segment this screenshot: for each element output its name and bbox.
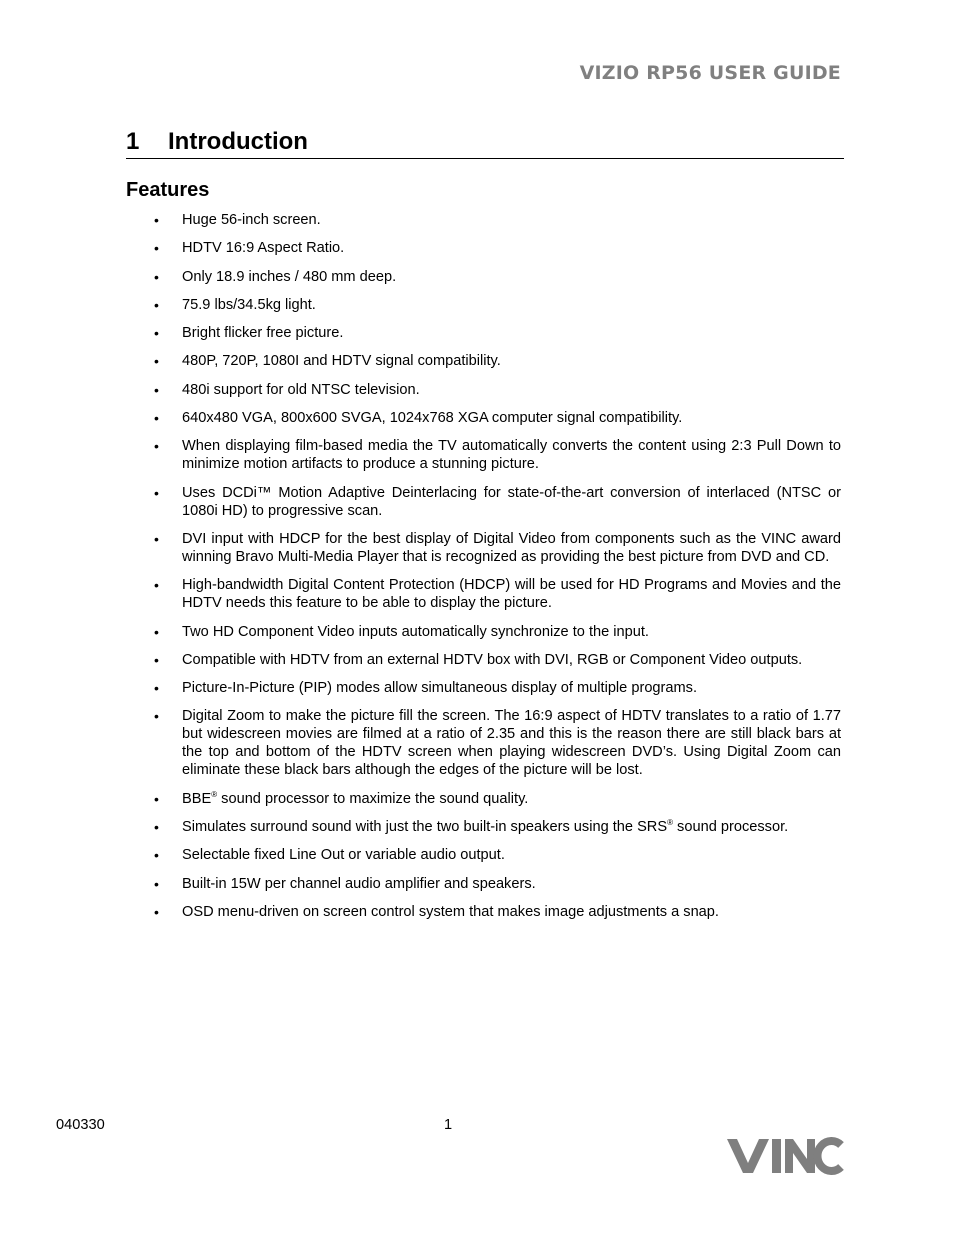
feature-text: Compatible with HDTV from an external HDTV box with DVI, RGB or Component Video outputs. [182,651,803,668]
feature-item [152,352,841,370]
bullet-icon: • [154,708,159,725]
chapter-number: 1 [126,128,140,155]
feature-item [152,484,841,520]
feature-text: 480i support for old NTSC television. [182,381,420,398]
feature-item [152,707,841,779]
feature-item [152,576,841,612]
document-header-title: VIZIO RP56 USER GUIDE [579,62,841,84]
feature-text: DVI input with HDCP for the best display of Digital Video from components such as the VINC award winning Bravo Multi-Media Player that is recognized as providing the best picture from DVD and CD. [182,530,841,565]
feature-item [152,903,841,921]
bullet-icon: • [154,240,159,257]
bullet-icon: • [154,296,159,313]
feature-text: 640x480 VGA, 800x600 SVGA, 1024x768 XGA computer signal compatibility. [182,410,683,427]
feature-text: Uses DCDi™ Motion Adaptive Deinterlacing for state-of-the-art conversion of interlaced (NTSC or 1080i HD) to progressive scan. [182,484,841,519]
feature-text: Only 18.9 inches / 480 mm deep. [182,268,397,285]
feature-item [152,846,841,864]
bullet-icon: • [154,484,159,501]
bullet-icon: • [154,530,159,547]
section-heading: Features [126,179,210,201]
feature-text: Picture-In-Picture (PIP) modes allow simultaneous display of multiple programs. [182,680,698,697]
feature-item [152,679,841,697]
bullet-icon: • [154,819,159,836]
feature-item [152,651,841,669]
bullet-icon: • [154,875,159,892]
feature-text: When displaying film-based media the TV automatically converts the content using 2:3 Pull Down to minimize motion artifacts to produce a stunning picture. [182,438,841,473]
feature-item [152,239,841,257]
bullet-icon: • [154,790,159,807]
feature-text: Digital Zoom to make the picture fill the screen. The 16:9 aspect of HDTV translates to a ratio of 1.77 but widescreen movies are filmed at a ratio of 2.35 and this is the reason there are still black bars at the top and bottom of the HDTV screen when playing widescreen DVD’s. Using Digital Zoom can eliminate these black bars although the edges of the picture will be lost. [182,708,841,779]
feature-text: OSD menu-driven on screen control system that makes image adjustments a snap. [182,903,719,920]
bullet-icon: • [154,268,159,285]
feature-text: High-bandwidth Digital Content Protection (HDCP) will be used for HD Programs and Movies and the HDTV needs this feature to be able to display the picture. [182,577,841,612]
feature-text: Two HD Component Video inputs automatically synchronize to the input. [182,623,649,640]
feature-item [152,530,841,566]
vinc-logo [727,1137,845,1175]
feature-item [152,437,841,473]
registered-mark: ® [667,818,673,828]
chapter-heading [126,126,844,159]
features-list [152,211,841,931]
feature-text-start: Simulates surround sound with just the two built-in speakers using the SRS [182,819,668,836]
bullet-icon: • [154,410,159,427]
bullet-icon: • [154,353,159,370]
bullet-icon: • [154,847,159,864]
bullet-icon: • [154,577,159,594]
feature-item [152,875,841,893]
feature-text: Selectable fixed Line Out or variable audio output. [182,847,505,864]
bullet-icon: • [154,680,159,697]
feature-item [152,381,841,399]
bullet-icon: • [154,325,159,342]
feature-text-end: sound processor. [673,819,789,836]
bullet-icon: • [154,651,159,668]
document-code: 040330 [56,1117,105,1133]
feature-item [152,409,841,427]
feature-text: 480P, 720P, 1080I and HDTV signal compatibility. [182,353,501,370]
feature-item [152,623,841,641]
bullet-icon: • [154,381,159,398]
feature-item [152,818,841,836]
feature-text: Built-in 15W per channel audio amplifier and speakers. [182,875,536,892]
feature-item [152,268,841,286]
bullet-icon: • [154,903,159,920]
feature-text-start: BBE [182,790,212,807]
feature-item [152,790,841,808]
feature-text: HDTV 16:9 Aspect Ratio. [182,240,345,257]
bullet-icon: • [154,438,159,455]
feature-text: Bright flicker free picture. [182,325,344,342]
feature-item [152,211,841,229]
feature-text: Huge 56-inch screen. [182,212,321,228]
feature-text-end: sound processor to maximize the sound quality. [217,790,529,807]
page-number: 1 [444,1117,453,1133]
chapter-title: Introduction [168,128,308,155]
feature-item [152,296,841,314]
bullet-icon: • [154,623,159,640]
feature-item [152,324,841,342]
registered-mark: ® [211,789,218,799]
feature-text: 75.9 lbs/34.5kg light. [182,296,316,313]
bullet-icon: • [154,212,159,228]
